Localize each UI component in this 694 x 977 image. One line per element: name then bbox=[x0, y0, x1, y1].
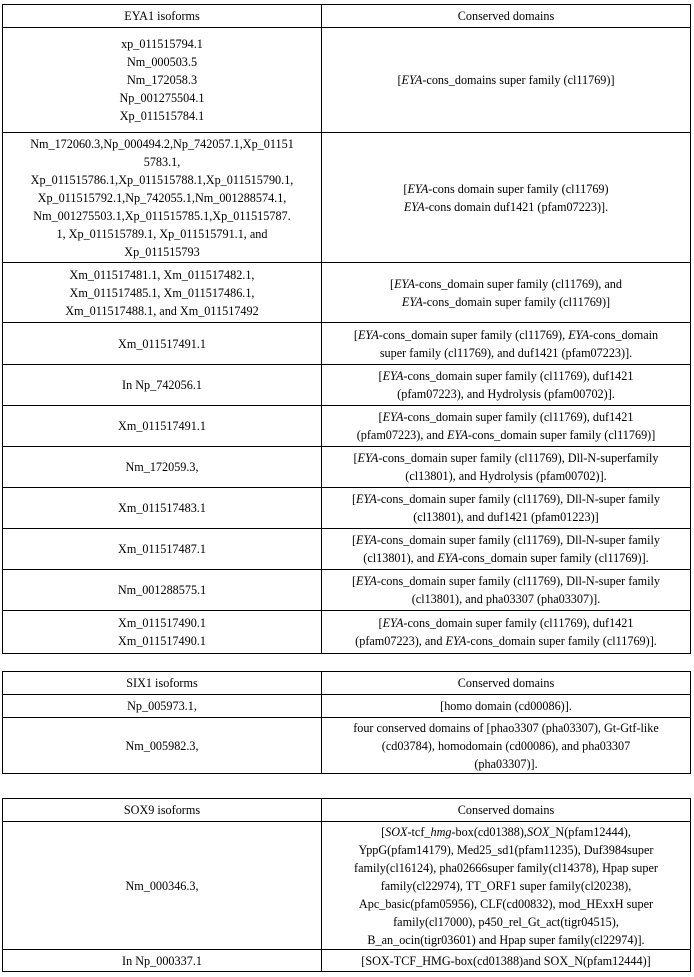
isoform-id: Nm_172060.3,Np_000494.2,Np_742057.1,Xp_01151 bbox=[30, 136, 294, 151]
gene-name-italic: EYA bbox=[357, 327, 379, 342]
isoform-cell bbox=[3, 28, 322, 133]
isoform-cell bbox=[3, 263, 322, 323]
table-row bbox=[3, 488, 691, 529]
domain-line bbox=[325, 71, 687, 89]
sox9-isoforms-header: SOX9 isoforms bbox=[3, 799, 322, 822]
domain-line bbox=[325, 823, 687, 841]
isoform-id: Xm_011517481.1, Xm_011517482.1, bbox=[69, 267, 255, 282]
isoform-id: Xm_011517488.1, and Xm_011517492 bbox=[65, 303, 259, 318]
isoform-id: 1, Xp_011515789.1, Xp_011515791.1, and bbox=[56, 226, 268, 241]
isoform-cell bbox=[3, 718, 322, 774]
domain-cell bbox=[322, 488, 691, 529]
isoform-cell bbox=[3, 950, 322, 972]
domain-text: [ bbox=[378, 616, 383, 630]
domain-text: -tcf_ bbox=[407, 824, 431, 839]
domain-text: super family (cl11769), and duf1421 (pfam07223)]. bbox=[379, 345, 633, 360]
gene-name-italic: EYA bbox=[401, 73, 423, 87]
six1-header-row bbox=[3, 672, 691, 695]
domain-cell bbox=[322, 28, 691, 133]
domain-text: [ bbox=[351, 533, 357, 547]
domain-text: -cons_domain super family (cl11769), duf1421 bbox=[403, 616, 634, 630]
domain-cell bbox=[322, 133, 691, 263]
domain-text: (cl13801), and bbox=[363, 551, 438, 565]
domain-cell bbox=[322, 529, 691, 570]
isoform-id: Nm_005982.3, bbox=[125, 738, 199, 753]
domain-text: [ bbox=[353, 451, 358, 465]
domain-text: (pha03307)]. bbox=[474, 756, 538, 771]
eya1-header-row bbox=[3, 5, 691, 28]
eya1-isoforms-header: EYA1 isoforms bbox=[3, 5, 322, 28]
isoform-id: Nm_000346.3, bbox=[125, 878, 199, 893]
six1-domains-header: Conserved domains bbox=[322, 672, 691, 695]
domain-text: (cd03784), homodomain (cd00086), and pha03307 bbox=[381, 738, 631, 753]
gene-name-italic: EYA bbox=[394, 276, 415, 291]
domain-text: -cons_domain super family (cl11769), bbox=[378, 327, 569, 342]
isoform-cell bbox=[3, 406, 322, 447]
gene-name-italic: SOX bbox=[526, 824, 550, 839]
domain-line bbox=[325, 275, 687, 293]
isoform-id: Xm_011517491.1 bbox=[118, 419, 206, 433]
table-row bbox=[3, 406, 691, 447]
domain-text: -cons_domain super family (cl11769)] bbox=[422, 294, 611, 309]
domain-line bbox=[325, 531, 687, 549]
domain-text: [ bbox=[381, 824, 386, 839]
domain-text: (pfam07223), and bbox=[356, 428, 448, 442]
domain-text: [ bbox=[351, 492, 357, 506]
gene-name-italic: EYA bbox=[356, 492, 377, 506]
domain-line bbox=[325, 449, 687, 467]
gene-name-italic: EYA bbox=[407, 181, 429, 196]
gene-name-italic: EYA bbox=[403, 199, 425, 214]
domain-cell bbox=[322, 406, 691, 447]
domain-text: [ bbox=[378, 410, 383, 424]
domain-cell bbox=[322, 718, 691, 774]
domain-text: -cons_domain super family (cl11769)]. bbox=[458, 551, 649, 565]
domain-line bbox=[325, 572, 687, 590]
domain-line bbox=[325, 719, 687, 737]
isoform-id: Np_001275504.1 bbox=[119, 91, 205, 105]
domain-text: -cons_domain super family (cl11769), duf1421 bbox=[403, 410, 634, 424]
domain-text: _N(pfam12444), bbox=[549, 824, 631, 839]
table-row bbox=[3, 950, 691, 972]
domain-line bbox=[325, 426, 687, 444]
six1-table bbox=[2, 671, 691, 774]
domain-line bbox=[325, 755, 687, 773]
table-row bbox=[3, 447, 691, 488]
domain-line bbox=[325, 549, 687, 567]
gene-name-italic: EYA bbox=[356, 533, 377, 547]
domain-text: -box(cd01388), bbox=[451, 824, 527, 839]
isoform-id: Nm_001288575.1 bbox=[117, 583, 207, 597]
domain-line bbox=[325, 859, 687, 877]
gene-name-italic: EYA bbox=[382, 616, 404, 630]
table-row bbox=[3, 263, 691, 323]
domain-text: family(cl16124), pha02666super family(cl14378), Hpap super bbox=[354, 860, 658, 875]
domain-text: [ bbox=[351, 574, 357, 588]
domain-line bbox=[325, 367, 687, 385]
table-row bbox=[3, 718, 691, 774]
domain-text: [ bbox=[403, 181, 408, 196]
domain-text: (cl13801), and Hydrolysis (pfam00702)]. bbox=[405, 469, 607, 483]
domain-text: -cons_domains super family (cl11769)] bbox=[422, 73, 615, 87]
sox9-header-row bbox=[3, 799, 691, 822]
table-row bbox=[3, 695, 691, 718]
domain-line bbox=[325, 293, 687, 311]
domain-line bbox=[325, 467, 687, 485]
isoform-cell bbox=[3, 323, 322, 365]
isoform-id: Nm_172058.3 bbox=[126, 73, 198, 87]
gene-name-italic: EYA bbox=[445, 634, 467, 648]
gene-name-italic: EYA bbox=[568, 327, 590, 342]
gene-name-italic: EYA bbox=[401, 294, 423, 309]
domain-text: -cons_domain super family (cl11769), and bbox=[414, 276, 622, 291]
domain-text: [ bbox=[397, 73, 402, 87]
isoform-cell bbox=[3, 365, 322, 406]
domain-text: YppG(pfam14179), Med25_sd1(pfam11235), Duf3984super bbox=[358, 842, 654, 857]
isoform-id: Xm_011517491.1 bbox=[118, 336, 206, 351]
domain-line bbox=[325, 385, 687, 403]
domain-cell bbox=[322, 263, 691, 323]
domain-text: [ bbox=[378, 369, 383, 383]
domain-text: -cons_domain super family (cl11769)] bbox=[467, 428, 656, 442]
domain-cell bbox=[322, 611, 691, 654]
isoform-id: Np_005973.1, bbox=[127, 699, 197, 713]
domain-line bbox=[325, 490, 687, 508]
gene-name-italic: EYA bbox=[447, 428, 468, 442]
isoform-id: In Np_000337.1 bbox=[122, 953, 202, 968]
domain-line bbox=[325, 931, 687, 949]
domain-text: (cl13801), and duf1421 (pfam01223)] bbox=[413, 510, 599, 524]
table-row bbox=[3, 570, 691, 611]
domain-line bbox=[325, 913, 687, 931]
gene-name-italic: SOX bbox=[385, 824, 408, 839]
domain-text: Apc_basic(pfam05956), CLF(cd00832), mod_HExxH super bbox=[358, 896, 654, 911]
six1-isoforms-header: SIX1 isoforms bbox=[3, 672, 322, 695]
table-row bbox=[3, 133, 691, 263]
isoform-cell bbox=[3, 570, 322, 611]
isoform-id: Xm_011517490.1 bbox=[118, 616, 206, 630]
isoform-id: Xm_011517483.1 bbox=[118, 501, 206, 515]
domain-line bbox=[325, 408, 687, 426]
domain-text: [ bbox=[390, 276, 395, 291]
domain-text: -cons domain super family (cl11769) bbox=[428, 181, 609, 196]
isoform-id: Xp_011515784.1 bbox=[119, 109, 205, 123]
sox9-domains-header: Conserved domains bbox=[322, 799, 691, 822]
domain-line bbox=[325, 344, 687, 362]
table-row bbox=[3, 529, 691, 570]
table-row bbox=[3, 28, 691, 133]
domain-text: (pfam07223), and Hydrolysis (pfam00702)]. bbox=[397, 387, 615, 401]
gene-name-italic: EYA bbox=[357, 451, 379, 465]
table-row bbox=[3, 323, 691, 365]
domain-line bbox=[325, 326, 687, 344]
domain-text: [SOX-TCF_HMG-box(cd01388)and SOX_N(pfam12444)] bbox=[361, 953, 651, 968]
domain-cell bbox=[322, 950, 691, 972]
domain-text: four conserved domains of [phao3307 (pha03307), Gt-Gtf-like bbox=[353, 720, 659, 735]
isoform-cell bbox=[3, 447, 322, 488]
domain-line bbox=[325, 508, 687, 526]
domain-cell bbox=[322, 323, 691, 365]
gene-name-italic: EYA bbox=[382, 410, 404, 424]
isoform-cell bbox=[3, 695, 322, 718]
domain-text: family(cl22974), TT_ORF1 super family(cl20238), bbox=[380, 878, 632, 893]
domain-text: -cons_domain super family (cl11769)]. bbox=[466, 634, 657, 648]
domain-text: -cons_domain bbox=[589, 327, 659, 342]
gene-name-italic: EYA bbox=[382, 369, 404, 383]
domain-text: -cons_domain super family (cl11769), Dll-N-super family bbox=[376, 574, 661, 588]
isoform-id: 5783.1, bbox=[143, 154, 181, 169]
domain-text: [ bbox=[353, 327, 358, 342]
gene-name-italic: hmg bbox=[430, 824, 452, 839]
isoform-cell bbox=[3, 133, 322, 263]
domain-text: -cons domain duf1421 (pfam07223)]. bbox=[424, 199, 609, 214]
isoform-cell bbox=[3, 488, 322, 529]
domain-line bbox=[325, 590, 687, 608]
sox9-table bbox=[2, 798, 691, 972]
table-row bbox=[3, 822, 691, 950]
domain-line bbox=[325, 697, 687, 715]
domain-line bbox=[325, 614, 687, 632]
isoform-id: Xp_011515786.1,Xp_011515788.1,Xp_011515790.1, bbox=[30, 172, 294, 187]
domain-line bbox=[325, 180, 687, 198]
domain-text: -cons_domain super family (cl11769), duf1421 bbox=[403, 369, 634, 383]
domain-cell bbox=[322, 822, 691, 950]
gene-name-italic: EYA bbox=[437, 551, 459, 565]
domain-line bbox=[325, 895, 687, 913]
isoform-id: Xm_011517485.1, Xm_011517486.1, bbox=[69, 285, 255, 300]
isoform-id: In Np_742056.1 bbox=[122, 378, 202, 392]
domain-text: -cons_domain super family (cl11769), Dll-N-super family bbox=[376, 492, 661, 506]
isoform-id: Xm_011517487.1 bbox=[118, 542, 206, 556]
isoform-id: Xm_011517490.1 bbox=[118, 634, 206, 648]
domain-cell bbox=[322, 570, 691, 611]
isoform-id: Nm_000503.5 bbox=[126, 55, 198, 69]
eya1-table bbox=[2, 4, 691, 654]
domain-text: family(cl17000), p450_rel_Gt_act(tigr04515), bbox=[393, 914, 619, 929]
domain-line bbox=[325, 952, 687, 970]
domain-text: (cl13801), and pha03307 (pha03307)]. bbox=[411, 592, 601, 606]
domain-cell bbox=[322, 447, 691, 488]
isoform-id: Nm_172059.3, bbox=[125, 460, 199, 474]
isoform-id: xp_011515794.1 bbox=[121, 37, 203, 51]
domain-cell bbox=[322, 695, 691, 718]
domain-line bbox=[325, 841, 687, 859]
domain-text: (pfam07223), and bbox=[355, 634, 446, 648]
domain-line bbox=[325, 737, 687, 755]
isoform-id: Xp_011515793 bbox=[124, 244, 200, 259]
gene-name-italic: EYA bbox=[356, 574, 377, 588]
domain-line bbox=[325, 198, 687, 216]
eya1-domains-header: Conserved domains bbox=[322, 5, 691, 28]
domain-text: B_an_ocin(tigr03601) and Hpap super family(cl22974)]. bbox=[367, 932, 645, 947]
isoform-cell bbox=[3, 529, 322, 570]
isoform-cell bbox=[3, 822, 322, 950]
domain-text: -cons_domain super family (cl11769), Dll-N-superfamily bbox=[378, 451, 659, 465]
domain-line bbox=[325, 632, 687, 650]
domain-text: -cons_domain super family (cl11769), Dll-N-super family bbox=[376, 533, 661, 547]
isoform-id: Xp_011515792.1,Np_742055.1,Nm_001288574.1, bbox=[37, 190, 287, 205]
table-row bbox=[3, 611, 691, 654]
domain-text: [homo domain (cd00086)]. bbox=[440, 699, 572, 713]
table-row bbox=[3, 365, 691, 406]
domain-cell bbox=[322, 365, 691, 406]
domain-line bbox=[325, 877, 687, 895]
isoform-id: Nm_001275503.1,Xp_011515785.1,Xp_011515787. bbox=[33, 208, 291, 223]
isoform-cell bbox=[3, 611, 322, 654]
